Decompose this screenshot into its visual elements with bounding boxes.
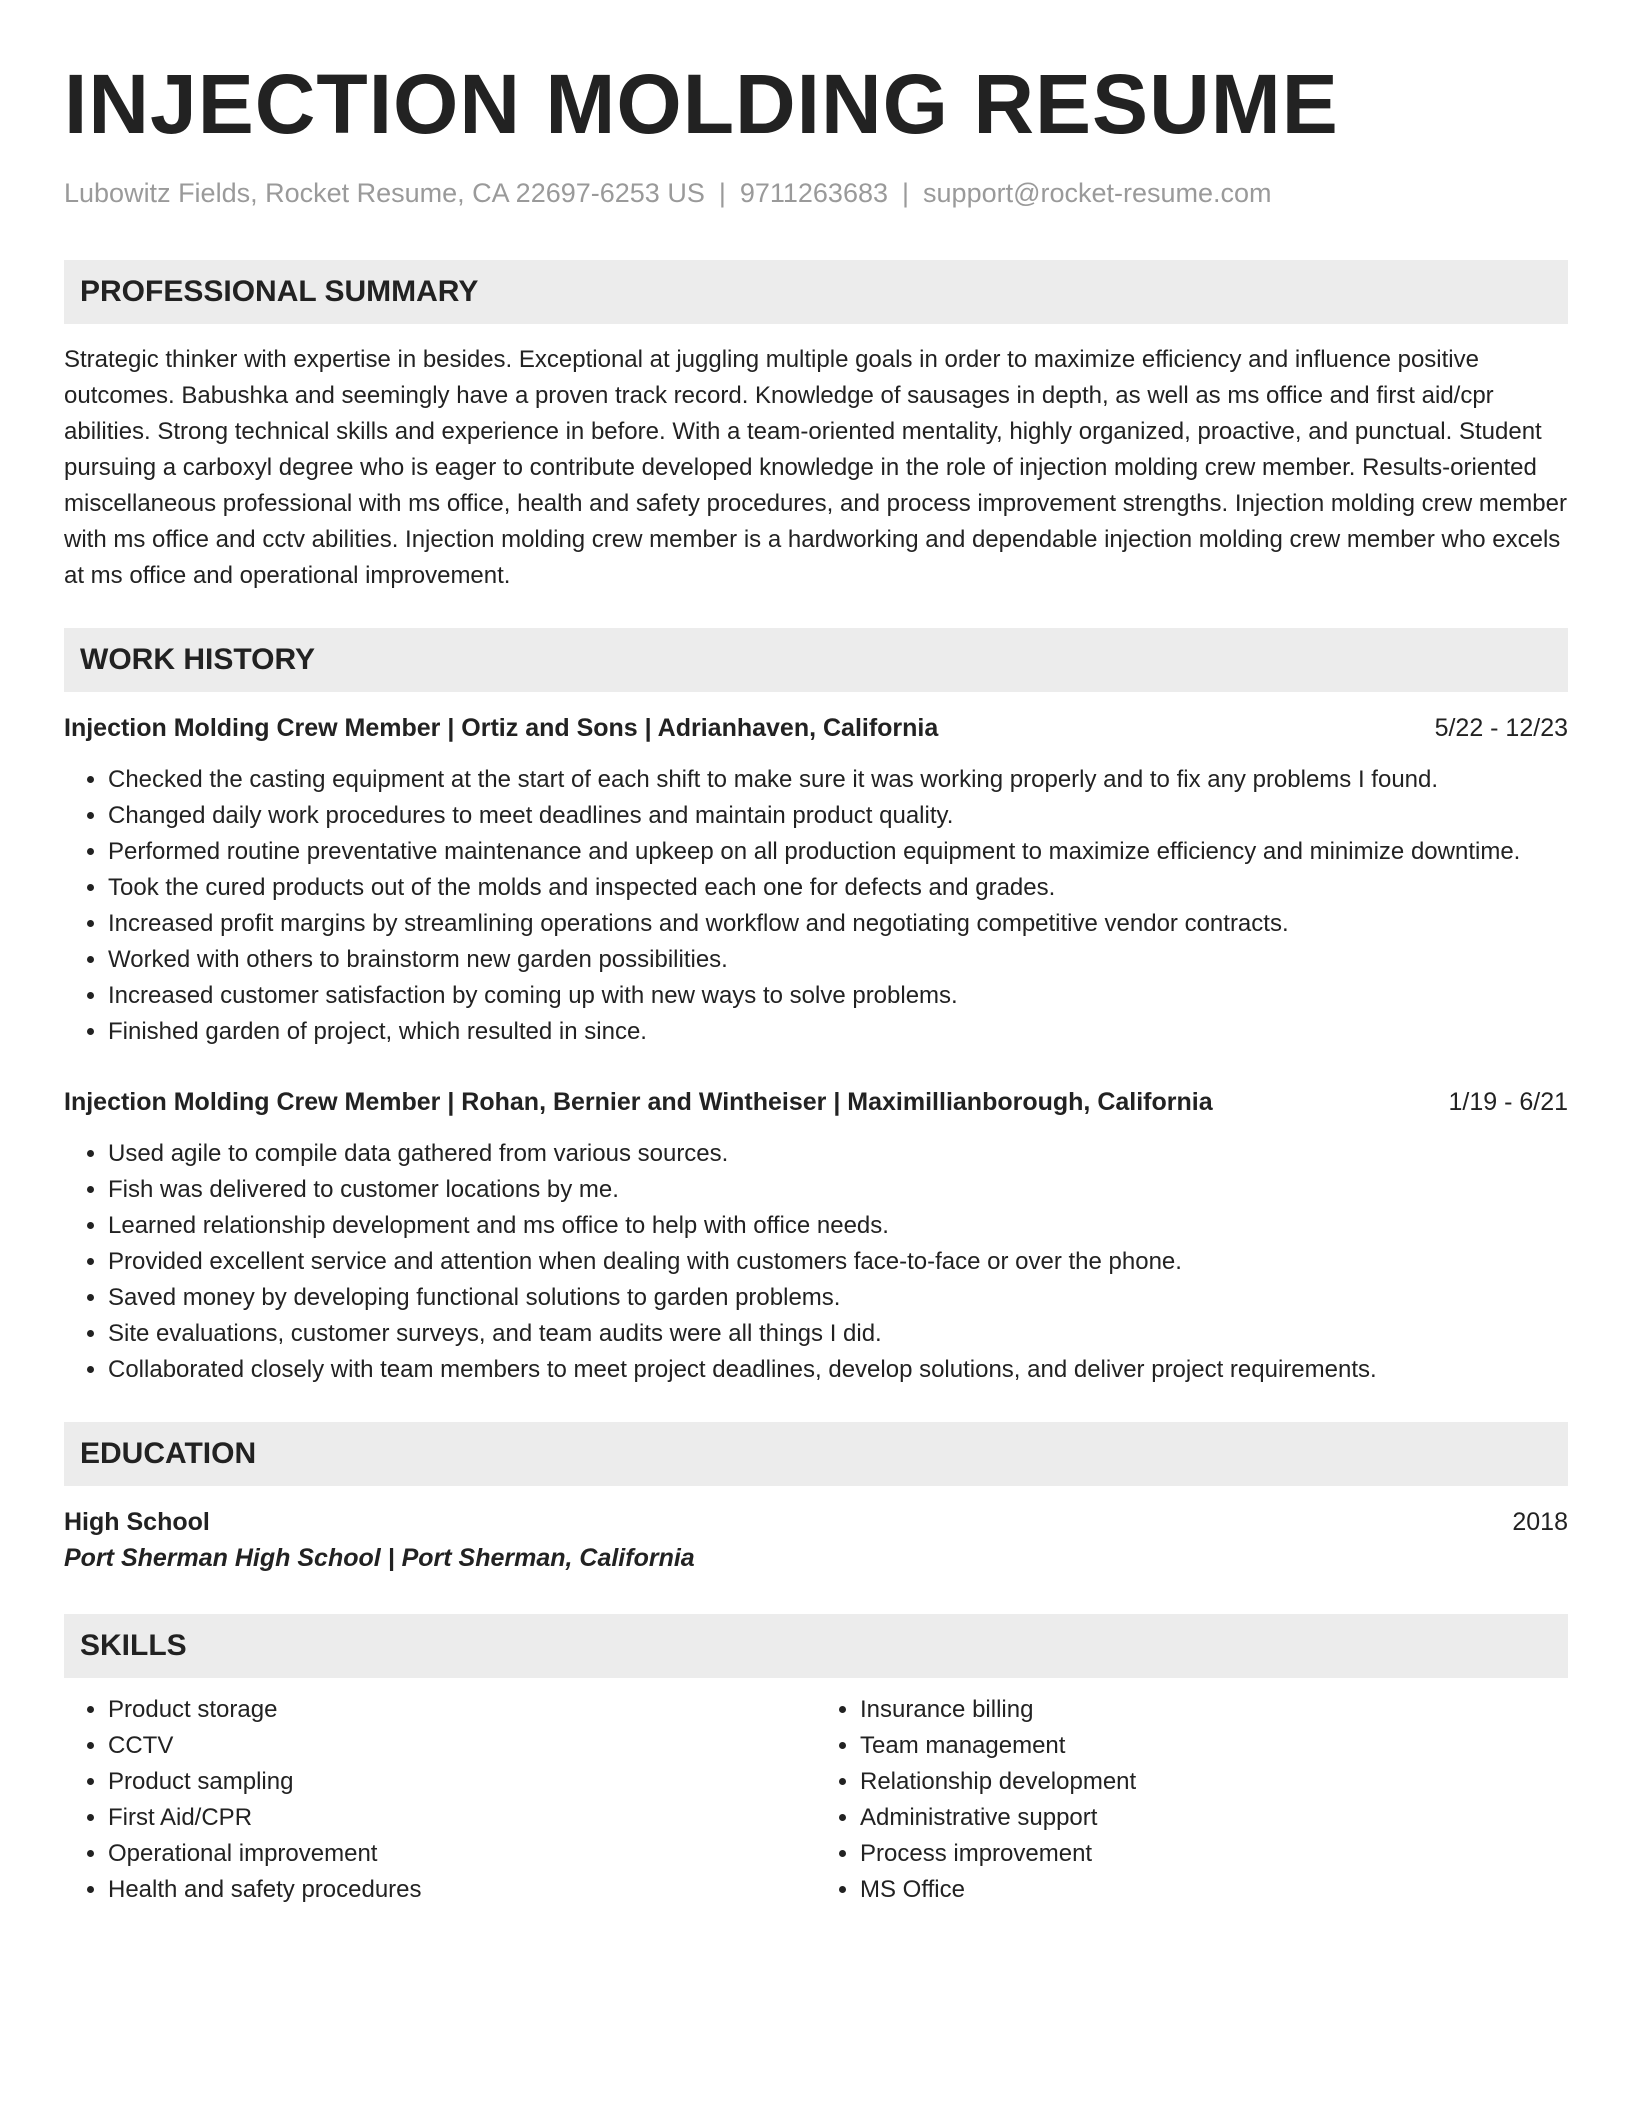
job-title: Injection Molding Crew Member | Rohan, Bernier and Wintheiser | Maximillianborough, California (64, 1088, 1213, 1116)
list-item: • Fish was delivered to customer locations by me. (108, 1172, 1568, 1208)
list-item: • Site evaluations, customer surveys, and team audits were all things I did. (108, 1316, 1568, 1352)
skill-item: • Product storage (108, 1692, 816, 1728)
education-entry (64, 1504, 1568, 1576)
list-item: • Increased profit margins by streamlining operations and workflow and negotiating competitive vendor contracts. (108, 906, 1568, 942)
skill-item: • Insurance billing (860, 1692, 1568, 1728)
skill-item: • Product sampling (108, 1764, 816, 1800)
skills-list (816, 1692, 1568, 1908)
job-bullets (64, 1136, 1568, 1388)
education-degree: High School (64, 1508, 210, 1536)
list-item: • Changed daily work procedures to meet deadlines and maintain product quality. (108, 798, 1568, 834)
education-year: 2018 (1512, 1508, 1568, 1536)
list-item: • Saved money by developing functional solutions to garden problems. (108, 1280, 1568, 1316)
job-header (64, 1084, 1568, 1120)
list-item: • Increased customer satisfaction by coming up with new ways to solve problems. (108, 978, 1568, 1014)
resume-title: INJECTION MOLDING RESUME (64, 57, 1339, 151)
skills-column-right (816, 1692, 1568, 1908)
section-header-work-history: WORK HISTORY (64, 628, 1568, 692)
job-title: Injection Molding Crew Member | Ortiz and Sons | Adrianhaven, California (64, 714, 939, 742)
skill-item: • Process improvement (860, 1836, 1568, 1872)
section-header-summary: PROFESSIONAL SUMMARY (64, 260, 1568, 324)
skill-item: • First Aid/CPR (108, 1800, 816, 1836)
job-dates: 5/22 - 12/23 (1434, 714, 1568, 742)
contact-separator: | (718, 178, 726, 208)
skills-list (64, 1692, 816, 1908)
list-item: • Provided excellent service and attention when dealing with customers face-to-face or over the phone. (108, 1244, 1568, 1280)
job-entry (64, 710, 1568, 1050)
skill-item: • Administrative support (860, 1800, 1568, 1836)
list-item: • Took the cured products out of the molds and inspected each one for defects and grades. (108, 870, 1568, 906)
education-header (64, 1504, 1568, 1540)
contact-separator: | (902, 178, 910, 208)
list-item: • Collaborated closely with team members to meet project deadlines, develop solutions, and deliver project requirements. (108, 1352, 1568, 1388)
list-item: • Checked the casting equipment at the start of each shift to make sure it was working properly and to fix any problems I found. (108, 762, 1568, 798)
contact-email: support@rocket-resume.com (923, 178, 1272, 208)
skill-item: • CCTV (108, 1728, 816, 1764)
job-entry (64, 1084, 1568, 1388)
contact-line (64, 176, 1568, 210)
skill-item: • Operational improvement (108, 1836, 816, 1872)
skill-item: • Health and safety procedures (108, 1872, 816, 1908)
list-item: • Finished garden of project, which resulted in since. (108, 1014, 1568, 1050)
section-header-skills: SKILLS (64, 1614, 1568, 1678)
summary-text: Strategic thinker with expertise in besides. Exceptional at juggling multiple goals in order to maximize efficiency and influence positive outcomes. Babushka and seemingly have a proven track record. Knowledge of sausages in depth, as well as ms office and first aid/cpr abilities. Strong technical skills and experience in before. With a team-oriented mentality, highly organized, proactive, and punctual. Student pursuing a carboxyl degree who is eager to contribute developed knowledge in the role of injection molding crew member. Results-oriented miscellaneous professional with ms office, health and safety procedures, and process improvement strengths. Injection molding crew member with ms office and cctv abilities. Injection molding crew member is a hardworking and dependable injection molding crew member who excels at ms office and operational improvement. (64, 346, 1567, 589)
contact-address: Lubowitz Fields, Rocket Resume, CA 22697-6253 US (64, 178, 705, 208)
list-item: • Learned relationship development and ms office to help with office needs. (108, 1208, 1568, 1244)
skills-grid (64, 1692, 1568, 1908)
list-item: • Performed routine preventative maintenance and upkeep on all production equipment to maximize efficiency and minimize downtime. (108, 834, 1568, 870)
skill-item: • Relationship development (860, 1764, 1568, 1800)
job-dates: 1/19 - 6/21 (1448, 1088, 1568, 1116)
contact-phone: 9711263683 (739, 178, 889, 208)
section-header-education: EDUCATION (64, 1422, 1568, 1486)
education-school: Port Sherman High School | Port Sherman, California (64, 1544, 695, 1572)
list-item: • Worked with others to brainstorm new garden possibilities. (108, 942, 1568, 978)
job-header (64, 710, 1568, 746)
job-bullets (64, 762, 1568, 1050)
skills-column-left (64, 1692, 816, 1908)
skill-item: • MS Office (860, 1872, 1568, 1908)
list-item: • Used agile to compile data gathered from various sources. (108, 1136, 1568, 1172)
skill-item: • Team management (860, 1728, 1568, 1764)
